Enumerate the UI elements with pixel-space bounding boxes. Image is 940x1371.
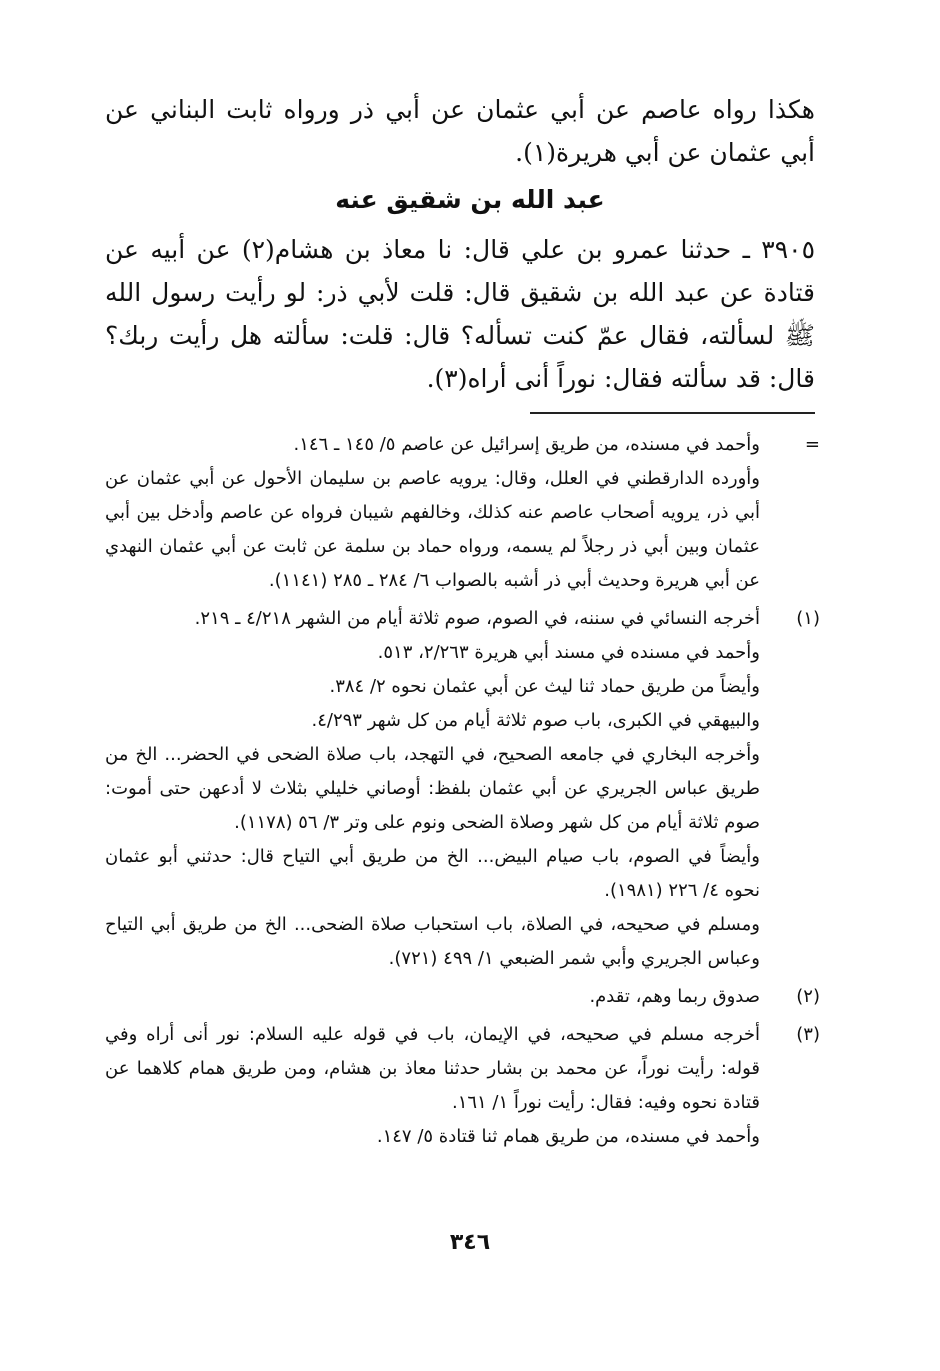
footnote-label: = [804,434,820,455]
footnote-line: وأخرجه البخاري في جامعه الصحيح، في التهجد، باب صلاة الضحى في الحضر... الخ من طريق عباس الجريري عن أبي عثمان بلفظ: أوصاني خليلي بثلاث لا أدعهن حتى أموت: صوم ثلاثة أيام من كل شهر وصلاة الضحى ونوم على وتر ٣/ ٥٦ (١١٧٨). [105,744,760,833]
footnote-line: وأحمد في مسنده، من طريق إسرائيل عن عاصم ٥/ ١٤٥ ـ ١٤٦. [293,434,760,455]
section-heading: عبد الله بن شقيق عنه [335,185,605,214]
footnote-line: أخرجه مسلم في صحيحه، في الإيمان، باب في قوله عليه السلام: نور أنى أراه وفي قوله: رأيت نوراً، عن محمد بن بشار حدثنا معاذ بن هشام، ومن طريق همام كلاهما عن قتادة نحوه وفيه: فقال: رأيت نوراً ١/ ١٦١. [105,1024,760,1113]
footnote-3 [105,1018,820,1154]
footnote-separator [530,412,815,414]
footnote-line: وأيضاً من طريق حماد ثنا ليث عن أبي عثمان نحوه ٢/ ٣٨٤. [329,676,760,697]
footnotes-section [105,428,820,1158]
footnote-line: ومسلم في صحيحه، في الصلاة، باب استحباب صلاة الضحى... الخ من طريق أبي التياح وعباس الجريري وأبي شمر الضبعي ١/ ٤٩٩ (٧٢١). [105,914,760,969]
hadith-paragraph [105,228,815,400]
footnote-1 [105,602,820,976]
footnote-label: (٣) [796,1024,820,1045]
footnote-line: وأيضاً في الصوم، باب صيام البيض... الخ من طريق أبي التياح قال: حدثني أبو عثمان نحوه ٤/ ٢٢٦ (١٩٨١). [105,846,760,901]
footnote-line: وأحمد في مسنده في مسند أبي هريرة ٢/٢٦٣، ٥١٣. [377,642,760,663]
footnote-label: (٢) [796,986,820,1007]
footnote-line: والبيهقي في الكبرى، باب صوم ثلاثة أيام من كل شهر ٤/٢٩٣. [311,710,760,731]
page-number: ٣٤٦ [449,1230,491,1255]
footnote-line: أخرجه النسائي في سننه، في الصوم، صوم ثلاثة أيام من الشهر ٤/٢١٨ ـ ٢١٩. [194,608,760,629]
main-paragraph: هكذا رواه عاصم عن أبي عثمان عن أبي ذر ورواه ثابت البناني عن أبي عثمان عن أبي هريرة(١). [105,95,815,167]
footnote-line: وأحمد في مسنده، من طريق همام ثنا قتادة ٥/ ١٤٧. [376,1126,760,1147]
footnote-continuation [105,428,820,598]
footnote-line: وأورده الدارقطني في العلل، وقال: يرويه عاصم بن سليمان الأحول عن أبي عثمان عن أبي ذر، يرويه أصحاب عاصم عنه كذلك، وخالفهم شيبان فرواه عن عاصم وأدخل بين أبي عثمان وبين أبي ذر رجلاً لم يسمه، ورواه حماد بن سلمة عن ثابت عن أبي عثمان النهدي عن أبي هريرة وحديث أبي ذر أشبه بالصواب ٦/ ٢٨٤ ـ ٢٨٥ (١١٤١). [105,468,760,591]
hadith-number: ٣٩٠٥ ـ [742,235,815,264]
hadith-text: حدثنا عمرو بن علي قال: نا معاذ بن هشام(٢) عن أبيه عن قتادة عن عبد الله بن شقيق قال: قلت لأبي ذر: لو رأيت رسول الله ﷺ لسألته، فقال عمّ كنت تسأله؟ قال: قلت: سألته هل رأيت ربك؟ قال: قد سألته فقال: نوراً أنى أراه(٣). [105,235,815,393]
footnote-2 [105,980,820,1014]
footnote-line: صدوق ربما وهم، تقدم. [589,986,760,1007]
footnote-label: (١) [796,608,820,629]
